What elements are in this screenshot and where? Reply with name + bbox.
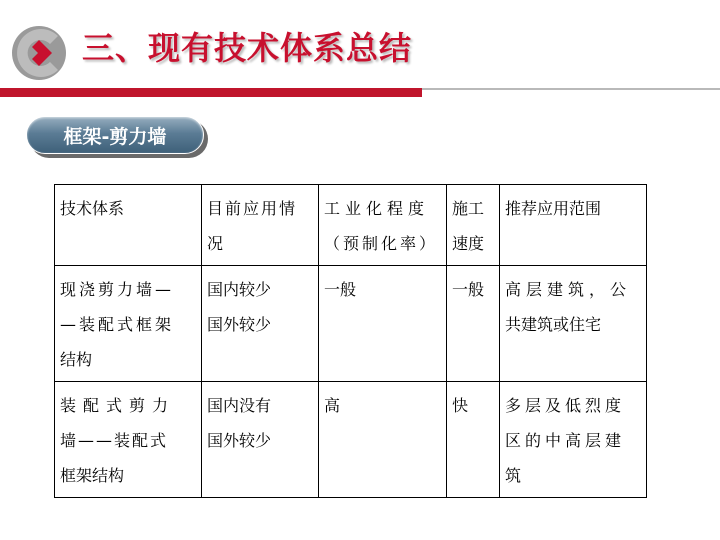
header-cell-application <box>202 185 319 266</box>
cell-application <box>202 382 319 498</box>
cell-scope <box>500 266 647 382</box>
header-cell-system <box>55 185 202 266</box>
page-title: 三、现有技术体系总结 <box>82 29 413 67</box>
cell-line: 速度 <box>452 234 485 253</box>
cell-industrialization <box>319 382 447 498</box>
cell-line: 推荐应用范围 <box>505 199 602 218</box>
cell-speed <box>447 382 500 498</box>
header-cell-speed <box>447 185 500 266</box>
cell-line: 高 <box>324 396 341 415</box>
cell-line: 区的中高层建 <box>505 431 626 450</box>
cell-line: 筑 <box>505 466 522 485</box>
cell-scope <box>500 382 647 498</box>
cell-line: 国内没有 <box>207 396 272 415</box>
section-tab-label: 框架-剪力墙 <box>26 116 204 154</box>
title-underline-gray <box>422 88 720 90</box>
header-cell-scope <box>500 185 647 266</box>
cell-line: 快 <box>452 396 469 415</box>
table-row <box>55 266 647 382</box>
cell-line: 国外较少 <box>207 431 272 450</box>
table-row <box>55 382 647 498</box>
cell-line: 况 <box>207 234 224 253</box>
cell-line: 框架结构 <box>60 466 125 485</box>
cell-system <box>55 382 202 498</box>
cell-line: 高层建筑，公 <box>505 280 632 299</box>
technology-summary-table <box>54 184 647 498</box>
section-tab <box>26 116 210 160</box>
cell-line: 多层及低烈度 <box>505 396 626 415</box>
company-logo-icon <box>8 22 70 84</box>
cell-line: 一般 <box>452 280 485 299</box>
header-cell-industrialization <box>319 185 447 266</box>
cell-line: 技术体系 <box>60 199 125 218</box>
cell-line: 目前应用情 <box>207 199 298 218</box>
title-underline-red <box>0 88 422 97</box>
cell-line: 装配式剪力 <box>60 396 176 415</box>
cell-application <box>202 266 319 382</box>
cell-line: 施工 <box>452 199 485 218</box>
cell-line: 工业化程度 <box>324 199 430 218</box>
cell-line: 国外较少 <box>207 315 272 334</box>
table-header-row <box>55 185 647 266</box>
cell-line: 国内较少 <box>207 280 272 299</box>
cell-speed <box>447 266 500 382</box>
cell-line: （预制化率） <box>324 234 439 253</box>
cell-line: 墙——装配式 <box>60 431 169 450</box>
cell-line: 结构 <box>60 350 93 369</box>
cell-line: 共建筑或住宅 <box>505 315 602 334</box>
cell-system <box>55 266 202 382</box>
cell-line: 现浇剪力墙— <box>60 280 175 299</box>
cell-industrialization <box>319 266 447 382</box>
cell-line: 一般 <box>324 280 357 299</box>
cell-line: —装配式框架 <box>60 315 175 334</box>
